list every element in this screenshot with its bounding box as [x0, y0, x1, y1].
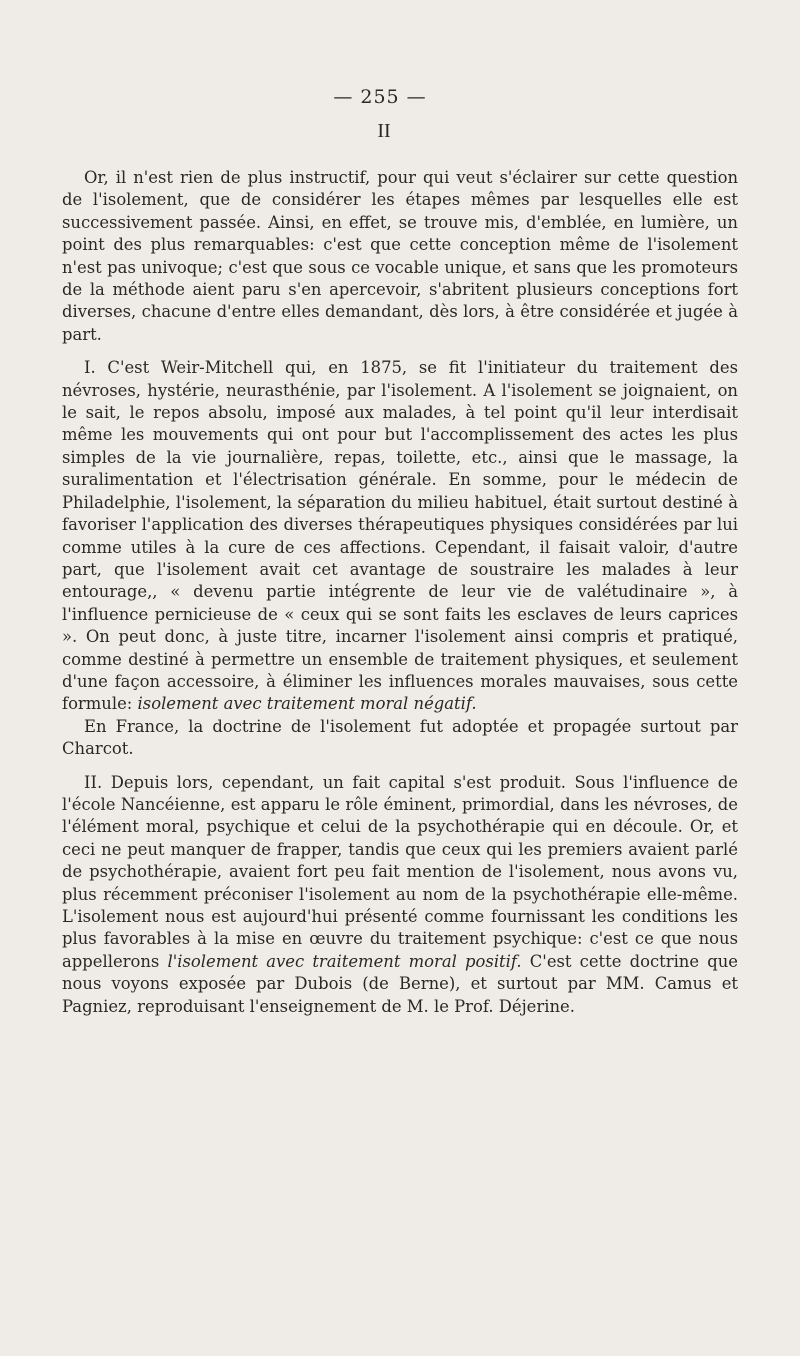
paragraph-text: I. C'est Weir-Mitchell qui, en 1875, se fit l'initiateur du traitement des névroses, hystérie, neurasthénie, par l'isolement. A l'isolement se joignaient, on le sait, le repos absolu, imposé aux malades, à tel point qu'il leur interdisait même les mouvements qui ont pour but l'accomplissement des actes les plus simples de la vie journalière, repas, toilette, etc., ainsi que le massage, la suralimentation et l'électrisation générale. En somme, pour le médecin de Philadelphie, l'isolement, la séparation du milieu habituel, était surtout destiné à favoriser l'application des diverses thérapeutiques physiques considérées par lui comme utiles à la cure de ces affections. Cependant, il faisait valoir, d'autre part, que l'isolement avait cet avantage de soustraire les malades à leur entourage,, « devenu partie intégrente de leur vie de valétudinaire », à l'influence pernicieuse de « ceux qui se sont faits les esclaves de leurs caprices ». On peut donc, à juste titre, incarner l'isolement ainsi compris et pratiqué, comme destiné à permettre un ensemble de traitement physiques, et seulement d'une façon accessoire, à éliminer les influences morales mauvaises, sous cette formule:: [62, 358, 738, 714]
italic-formula: isolement avec traitement moral négatif.: [137, 694, 477, 714]
paragraph-charcot: En France, la doctrine de l'isolement fut adoptée et propagée surtout par Charcot.: [62, 716, 738, 759]
paragraph-weir-mitchell: [62, 357, 738, 716]
section-heading: II: [377, 120, 391, 142]
paragraph-text-after: C'est cette doctrine que nous voyons exposée par Dubois (de Berne), et surtout par MM. Camus et Pagniez, reproduisant l'enseignement de M. le Prof. Déjerine.: [62, 951, 738, 1016]
page-number: — 255 —: [333, 86, 427, 108]
body-text: [62, 167, 738, 1018]
paragraph-text: II. Depuis lors, cependant, un fait capital s'est produit. Sous l'influence de l'école Nancéienne, est apparu le rôle éminent, primordial, dans les névroses, de l'élément moral, psychique et celui de la psychothérapie qui en découle. Or, et ceci ne peut manquer de frapper, tandis que ceux qui les premiers avaient parlé de psychothérapie, avaient fort peu fait mention de l'isolement, nous avons vu, plus récemment préconiser l'isolement au nom de la psychothérapie elle-même. L'isolement nous est aujourd'hui présenté comme fournissant les conditions les plus favorables à la mise en œuvre du traitement psychique: c'est ce que nous appellerons: [62, 772, 738, 971]
paragraph-intro: Or, il n'est rien de plus instructif, pour qui veut s'éclairer sur cette question de l'isolement, que de considérer les étapes mêmes par lesquelles elle est successivement passée. Ainsi, en effet, se trouve mis, d'emblée, en lumière, un point des plus remarquables: c'est que cette conception même de l'isolement n'est pas univoque; c'est que sous ce vocable unique, et sans que les promoteurs de la méthode aient paru s'en apercevoir, s'abritent plusieurs conceptions fort diverses, chacune d'entre elles demandant, dès lors, à être considérée et jugée à part.: [62, 168, 738, 344]
paragraph-psychotherapy: [62, 772, 738, 1018]
italic-formula: l'isolement avec traitement moral positif.: [167, 951, 522, 971]
